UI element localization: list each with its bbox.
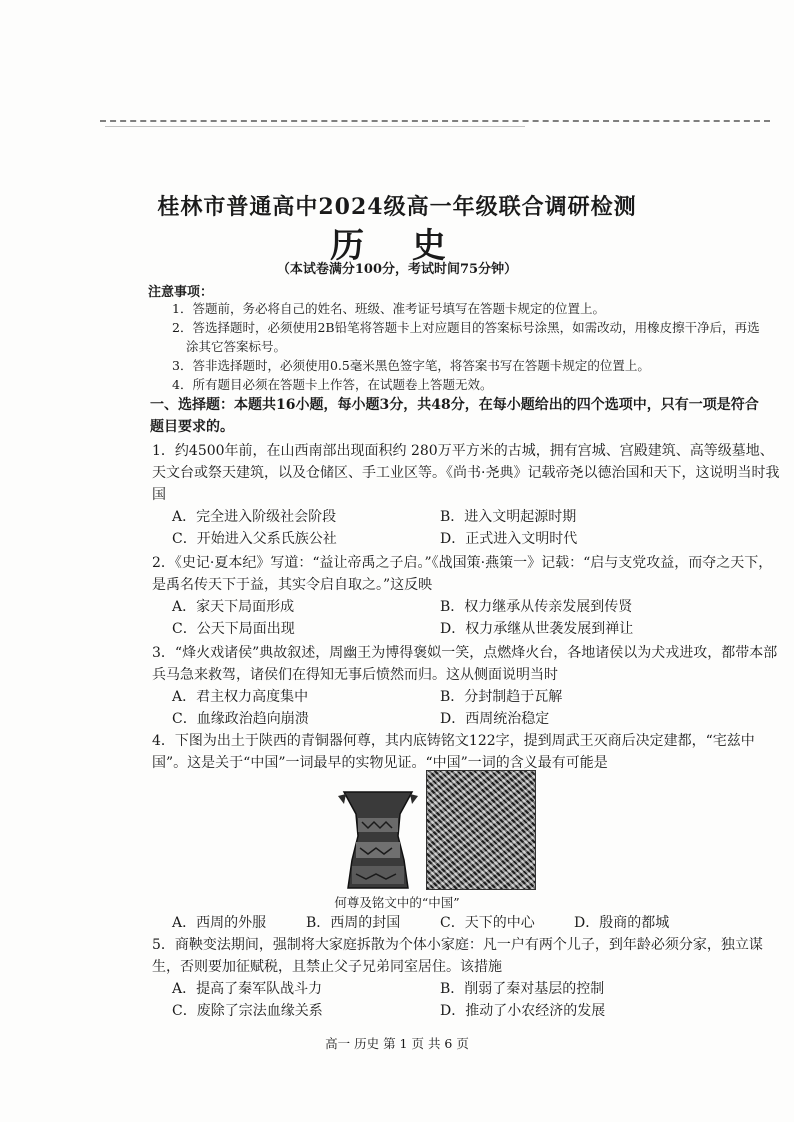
option-a: A．君主权力高度集中	[172, 689, 309, 705]
he-zun-figure	[336, 770, 536, 890]
he-zun-vessel-image	[338, 788, 418, 890]
question-stem: 4．下图为出土于陕西的青铜器何尊，其内底铸铭文122字，提到周武王灭商后决定建都，“宅兹中国”。这是关于“中国”一词最早的实物见证。“中国”一词的含义最有可能是	[152, 733, 755, 771]
option-a: A．西周的外服	[172, 915, 267, 931]
note-item: 1．答题前，务必将自己的姓名、班级、准考证号填写在答题卡规定的位置上。	[172, 301, 605, 316]
options	[152, 686, 784, 730]
question-stem: 1．约4500年前，在山西南部出现面积约 280万平方米的古城，拥有宫城、宫殿建筑、高等级墓地、天文台或祭天建筑，以及仓储区、手工业区等。《尚书·尧典》记载帝尧以德治国和天下，这说明当时我国	[152, 443, 780, 503]
option-c: C．开始进入父系氏族公社	[172, 531, 337, 547]
option-b: B．削弱了秦对基层的控制	[440, 981, 605, 997]
question-1	[152, 440, 784, 550]
question-stem: 5．商鞅变法期间，强制将大家庭拆散为个体小家庭：凡一户有两个儿子，到年龄必须分家，独立谋生，否则要加征赋税，且禁止父子兄弟同室居住。该措施	[152, 937, 763, 975]
option-c: C．血缘政治趋向崩溃	[172, 711, 309, 727]
option-b: B．进入文明起源时期	[440, 509, 577, 525]
notes-list	[172, 299, 772, 394]
option-a: A．提高了秦军队战斗力	[172, 981, 323, 997]
note-item: 4．所有题目必须在答题卡上作答，在试题卷上答题无效。	[172, 377, 493, 392]
question-3	[152, 642, 784, 730]
page-footer: 高一 历史 第 1 页 共 6 页	[325, 1036, 469, 1051]
question-stem: 2．《史记·夏本纪》写道：“益让帝禹之子启。”《战国策·燕策一》记载：“启与支党攻益，而夺之天下，是禹名传天下于益，其实令启自取之。”这反映	[152, 555, 773, 593]
exam-subject: 历 史	[330, 226, 464, 266]
question-4-options	[152, 912, 784, 934]
option-b: B．权力继承从传亲发展到传贤	[440, 599, 633, 615]
note-item: 3．答非选择题时，必须使用0.5毫米黑色签字笔，将答案书写在答题卡规定的位置上。	[172, 358, 650, 373]
option-d: D．正式进入文明时代	[440, 531, 578, 547]
question-stem: 3．“烽火戏诸侯”典故叙述，周幽王为博得褒姒一笑，点燃烽火台，各地诸侯以为犬戎进攻，都带本部兵马急来救驾，诸侯们在得知无事后愤然而归。这从侧面说明当时	[152, 645, 778, 683]
option-c: C．废除了宗法血缘关系	[172, 1003, 323, 1019]
options	[152, 912, 784, 934]
section-heading: 一、选择题：本题共16小题，每小题3分，共48分，在每小题给出的四个选项中，只有一项是符合题目要求的。	[150, 397, 759, 435]
inscription-rubbing-image	[426, 770, 536, 890]
option-c: C．天下的中心	[440, 915, 535, 931]
option-d: D．西周统治稳定	[440, 711, 550, 727]
notes-heading: 注意事项：	[148, 285, 214, 300]
option-b: B．分封制趋于瓦解	[440, 689, 563, 705]
figure-caption: 何尊及铭文中的“中国”	[334, 895, 460, 910]
question-4	[152, 730, 784, 774]
option-d: D．权力承继从世袭发展到禅让	[440, 621, 634, 637]
note-item: 2．答选择题时，必须使用2B铅笔将答题卡上对应题目的答案标号涂黑，如需改动，用橡皮擦干净后，再选涂其它答案标号。	[172, 320, 760, 354]
options	[152, 506, 784, 550]
exam-score-note: （本试卷满分100分，考试时间75分钟）	[276, 262, 518, 277]
question-5	[152, 934, 784, 1022]
rubbing-texture	[427, 771, 535, 889]
scan-artifact-line	[100, 120, 770, 122]
options	[152, 596, 784, 640]
option-a: A．家天下局面形成	[172, 599, 295, 615]
option-c: C．公天下局面出现	[172, 621, 295, 637]
question-2	[152, 552, 784, 640]
exam-title: 桂林市普通高中2024级高一年级联合调研检测	[157, 194, 637, 220]
scan-artifact-line-secondary	[105, 126, 525, 127]
option-a: A．完全进入阶级社会阶段	[172, 509, 337, 525]
options	[152, 978, 784, 1022]
option-d: D．殷商的都城	[574, 915, 670, 931]
option-b: B．西周的封国	[306, 915, 401, 931]
option-d: D．推动了小农经济的发展	[440, 1003, 606, 1019]
